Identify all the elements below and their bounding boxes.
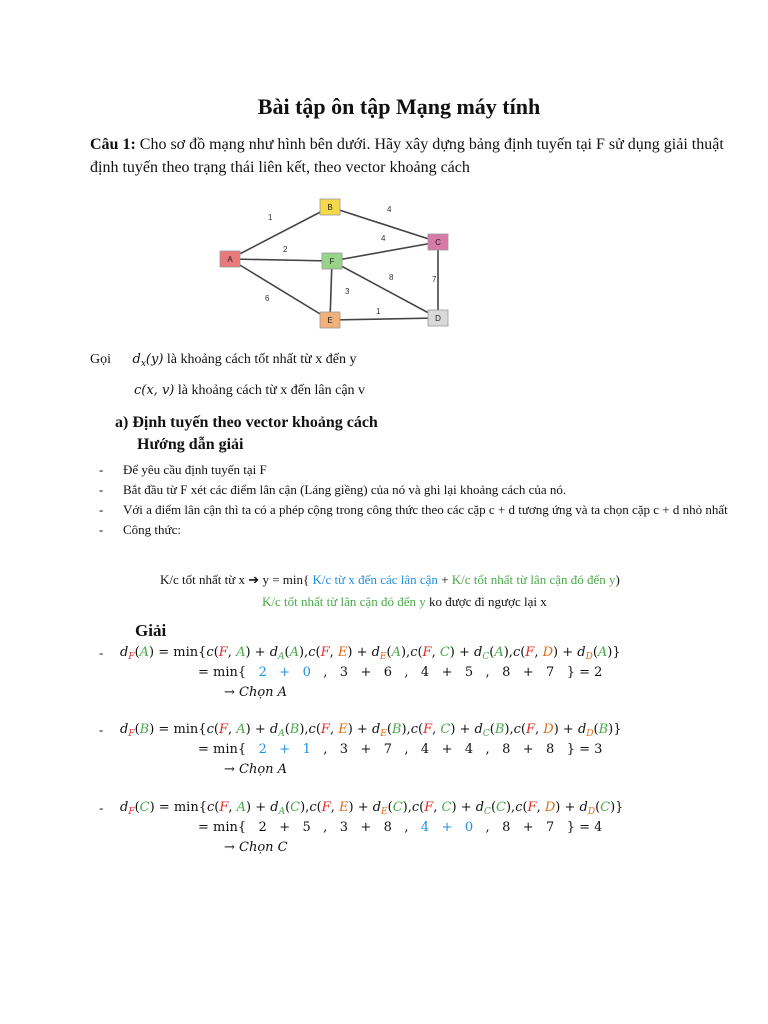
- question-1: [90, 133, 730, 179]
- edge-A-F: [230, 259, 332, 261]
- edge-weight-F-D: 8: [389, 273, 394, 282]
- node-label-A: A: [227, 255, 233, 264]
- solution-choice-C: → Chọn C: [224, 840, 288, 855]
- bullet-dash: -: [99, 722, 104, 737]
- question-label: Câu 1:: [90, 136, 136, 153]
- bullet-dash: -: [99, 645, 104, 660]
- node-label-D: D: [435, 314, 441, 323]
- question-text: Cho sơ đồ mạng như hình bên dưới. Hãy xây dựng bảng định tuyến tại F sử dụng giải thuật định tuyến theo trạng thái liên kết, theo vector khoảng cách: [90, 136, 724, 176]
- edge-weight-F-E: 3: [345, 287, 350, 296]
- node-label-B: B: [327, 203, 333, 212]
- list-item: - Để yêu cầu định tuyến tại F: [99, 462, 267, 477]
- edge-A-B: [230, 207, 330, 259]
- section-a: [115, 412, 378, 456]
- edge-weight-E-D: 1: [376, 307, 381, 316]
- list-item: - Với a điểm lân cận thì ta có a phép cộng trong công thức theo các cặp c + d tương ứng và ta chọn cặp c + d nhỏ nhất: [99, 502, 728, 517]
- def-d: [90, 352, 356, 369]
- edge-weight-A-B: 1: [268, 213, 273, 222]
- section-a-subheading: Hướng dẫn giải: [137, 436, 244, 453]
- edge-F-C: [332, 242, 438, 261]
- def-c: [134, 383, 365, 399]
- bullet-dash: -: [99, 800, 104, 815]
- section-a-heading: a) Định tuyến theo vector khoảng cách: [115, 414, 378, 431]
- edge-weight-B-C: 4: [387, 205, 392, 214]
- node-label-F: F: [329, 257, 335, 266]
- network-graph: [210, 190, 470, 340]
- node-label-C: C: [435, 238, 441, 247]
- c-symbol: c(x, v): [134, 383, 175, 398]
- edge-F-E: [330, 261, 332, 320]
- solution-values-C: = min{ 2 + 5 , 3 + 8 , 4 + 0 , 8 + 7 } = 4: [198, 820, 603, 835]
- c-desc: là khoảng cách từ x đến lân cận v: [174, 383, 366, 398]
- solution-choice-B: → Chọn A: [224, 762, 288, 777]
- edge-weight-A-F: 2: [283, 245, 288, 254]
- solution-values-B: = min{ 2 + 1 , 3 + 7 , 4 + 4 , 8 + 8 } = 3: [198, 742, 603, 757]
- solution-def-C: $d_F(C) = \min\{c(F$, $A) + d_A(C),c(F$, $E) + d_E(C),c(F$, $C) + d_C(C),c(F$, $D) + d_D(C)$}: [120, 800, 624, 817]
- node-label-E: E: [327, 316, 333, 325]
- arrow-icon: ➔: [248, 572, 260, 587]
- formula-line-1: K/c tốt nhất từ x ➔ y = min{ K/c từ x đến các lân cận + K/c tốt nhất từ lân cận đó đến y): [160, 572, 620, 587]
- edge-E-D: [330, 318, 438, 320]
- goi-label: Gọi: [90, 352, 111, 367]
- solution-choice-A: → Chọn A: [224, 685, 288, 700]
- guide-list: [99, 460, 729, 540]
- list-item: - Bắt đầu từ F xét các điểm lân cận (Láng giềng) của nó và ghi lại khoảng cách của nó.: [99, 482, 567, 497]
- page-title: Bài tập ôn tập Mạng máy tính: [257, 94, 541, 119]
- list-item: - Công thức:: [99, 522, 181, 537]
- formula-line-2: K/c tốt nhất từ lân cận đó đến y ko được đi ngược lại x: [262, 594, 547, 609]
- solution-heading: Giải: [135, 621, 167, 640]
- d-symbol: $d_x(y)$: [132, 352, 164, 369]
- solution-values-A: = min{ 2 + 0 , 3 + 6 , 4 + 5 , 8 + 7 } = 2: [198, 665, 603, 680]
- edge-weight-F-C: 4: [381, 234, 386, 243]
- solution-def-A: $d_F(A) = \min\{c(F$, $A) + d_A(A),c(F$, $E) + d_E(A),c(F$, $C) + d_C(A),c(F$, $D) + d_D(A)$}: [120, 645, 621, 662]
- solution-def-B: $d_F(B) = \min\{c(F$, $A) + d_A(B),c(F$, $E) + d_E(B),c(F$, $C) + d_C(B),c(F$, $D) + d_D(B)$}: [120, 722, 622, 739]
- edge-weight-A-E: 6: [265, 294, 270, 303]
- edge-A-E: [230, 259, 330, 320]
- edge-weight-C-D: 7: [432, 275, 437, 284]
- d-desc: là khoảng cách tốt nhất từ x đến y: [163, 352, 357, 367]
